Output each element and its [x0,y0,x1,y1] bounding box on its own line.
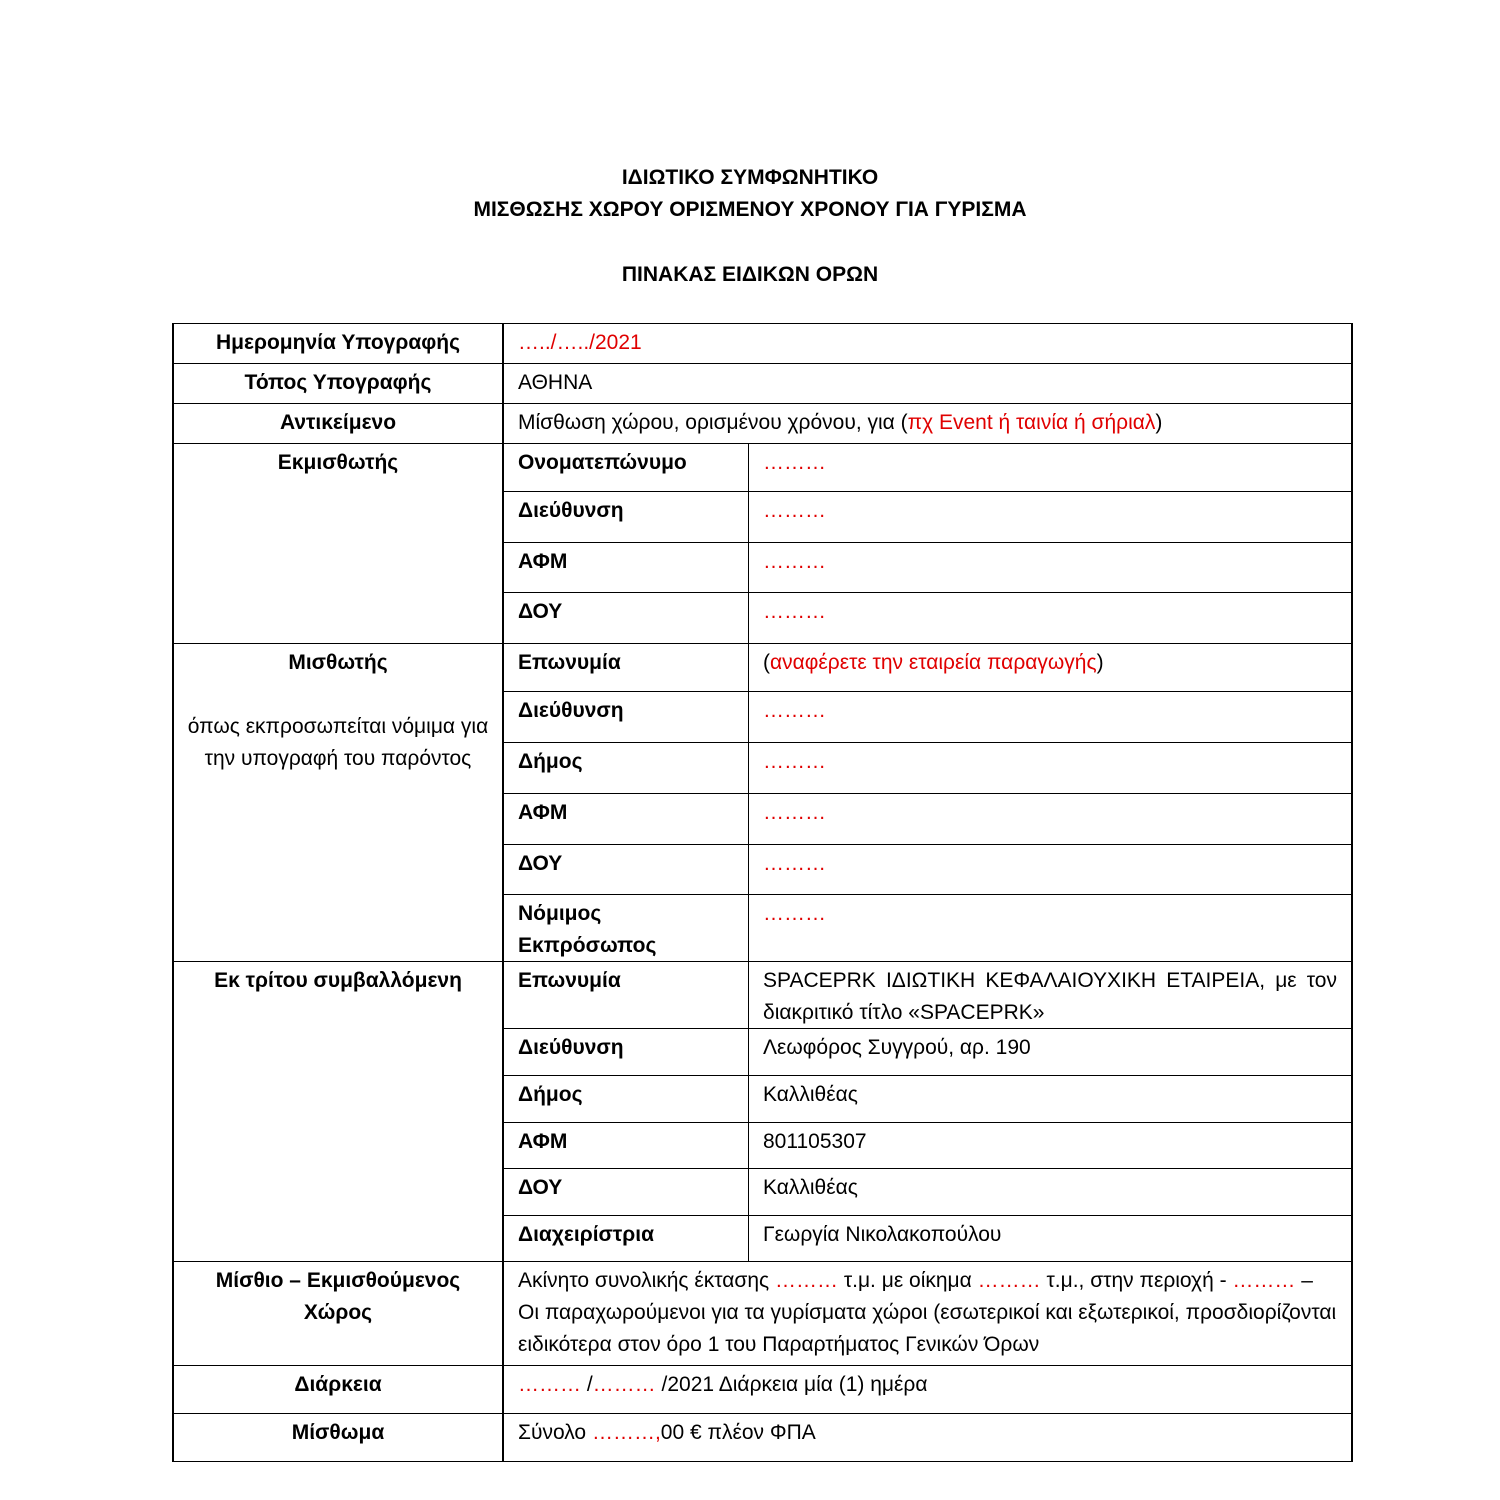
field-label: Επωνυμία [504,644,749,691]
third-party-address-value: Λεωφόρος Συγγρού, αρ. 190 [763,1036,1031,1059]
field-placeholder: ……… [763,451,826,474]
table-row-lessor [174,444,1353,644]
third-party-details [504,962,1353,1261]
table-row-signing-date [174,323,1353,364]
lessor-details [504,444,1353,643]
field-label: Διεύθυνση [504,692,749,742]
premises-text: – Οι παραχωρούμενοι για τα γυρίσματα χώροι (εσωτερικοί και εξωτερικοί, προσδιορίζονται ειδικότερα στον όρο 1 του Παραρτήματος Γενικών Όρων [518,1269,1337,1356]
lessor-name-row [504,444,1351,492]
third-party-manager-value: Γεωργία Νικολακοπούλου [763,1223,1002,1246]
lessee-representative-row [504,895,1351,961]
row-label: Μίσθωμα [174,1414,504,1461]
third-party-municipality-row [504,1076,1351,1123]
lessee-name-value [749,644,1351,691]
special-terms-table [172,323,1353,1462]
field-placeholder: ……… [763,750,826,773]
row-label: Εκμισθωτής [174,444,504,643]
field-placeholder: ……… [763,699,826,722]
lessee-label: Μισθωτής [288,651,388,674]
third-party-name-value: SPACEPRK ΙΔΙΩΤΙΚΗ ΚΕΦΑΛΑΙΟΥΧΙΚΗ ΕΤΑΙΡΕΙΑ, με τον διακριτικό τίτλο «SPACEPRK» [763,969,1337,1024]
table-row-rent [174,1414,1353,1462]
premises-text: τ.μ. με οίκημα [837,1269,978,1292]
third-party-vat-value: 801105307 [763,1130,867,1153]
duration-value [504,1366,1353,1413]
field-label: Νόμιμος Εκπρόσωπος [504,895,749,961]
third-party-manager-row [504,1216,1351,1261]
rent-suffix: 00 € πλέον ΦΠΑ [660,1421,816,1444]
table-row-premises [174,1262,1353,1366]
lessee-address-row [504,692,1351,743]
duration-day-placeholder: ……… [518,1373,581,1396]
third-party-address-row [504,1029,1351,1076]
row-label: Ημερομηνία Υπογραφής [174,324,504,363]
document-title-line2: ΜΙΣΘΩΣΗΣ ΧΩΡΟΥ ΟΡΙΣΜΕΝΟΥ ΧΡΟΝΟΥ ΓΙΑ ΓΥΡΙΣΜΑ [473,198,1027,221]
field-placeholder: ……… [763,550,826,573]
field-placeholder: ……… [763,499,826,522]
field-label: Ονοματεπώνυμο [504,444,749,491]
lessee-details [504,644,1353,961]
third-party-vat-row [504,1123,1351,1169]
field-placeholder: ……… [763,852,826,875]
premises-text: Ακίνητο συνολικής έκτασης [518,1269,775,1292]
third-party-name-row [504,962,1351,1029]
subject-hint: πχ Event ή ταινία ή σήριαλ [907,411,1156,434]
lessee-name-close: ) [1096,651,1104,674]
premises-value [504,1262,1353,1365]
field-label: Δήμος [504,1076,749,1122]
field-label: Διεύθυνση [504,1029,749,1075]
rent-prefix: Σύνολο [518,1421,592,1444]
table-row-lessee [174,644,1353,962]
field-label: ΔΟΥ [504,593,749,643]
table-row-duration [174,1366,1353,1414]
premises-building-placeholder: ……… [977,1269,1041,1292]
field-label: ΔΟΥ [504,845,749,894]
row-label: Τόπος Υπογραφής [174,364,504,403]
third-party-tax-office-value: Καλλιθέας [763,1176,858,1199]
signing-place-value: ΑΘΗΝΑ [504,364,1353,403]
premises-text: τ.μ., στην περιοχή - [1040,1269,1233,1292]
field-label: ΑΦΜ [504,1123,749,1168]
duration-text: /2021 Διάρκεια μία (1) ημέρα [655,1373,928,1396]
field-label: Διαχειρίστρια [504,1216,749,1261]
signing-date-value: …../…../2021 [504,324,1353,363]
lessor-address-row [504,492,1351,543]
field-placeholder: ……… [763,600,826,623]
premises-area-placeholder: ……… [774,1269,838,1292]
lessee-tax-office-row [504,845,1351,895]
third-party-tax-office-row [504,1169,1351,1216]
subject-prefix: Μίσθωση χώρου, ορισμένου χρόνου, για ( [518,411,908,434]
field-placeholder: ……… [763,801,826,824]
duration-month-placeholder: ……… [592,1373,656,1396]
duration-separator: / [581,1373,593,1396]
table-row-signing-place [174,364,1353,404]
premises-area-name-placeholder: ……… [1232,1269,1296,1292]
field-label: Διεύθυνση [504,492,749,542]
field-label: ΑΦΜ [504,543,749,592]
lessee-name-row [504,644,1351,692]
lessor-tax-office-row [504,593,1351,643]
lessee-note: όπως εκπροσωπείται νόμιμα για την υπογραφή του παρόντος [187,715,489,770]
field-label: Επωνυμία [504,962,749,1028]
table-row-subject [174,404,1353,444]
subject-value [504,404,1353,443]
field-label: ΑΦΜ [504,794,749,844]
lessee-name-hint: αναφέρετε την εταιρεία παραγωγής [770,651,1097,674]
rent-value [504,1414,1353,1461]
rent-amount-placeholder: ………, [591,1421,661,1444]
document-title-line1: ΙΔΙΩΤΙΚΟ ΣΥΜΦΩΝΗΤΙΚΟ [621,166,879,189]
field-label: ΔΟΥ [504,1169,749,1215]
row-label: Διάρκεια [174,1366,504,1413]
table-row-third-party [174,962,1353,1262]
lessor-vat-row [504,543,1351,593]
lessee-vat-row [504,794,1351,845]
lessee-municipality-row [504,743,1351,794]
row-label: Μίσθιο – Εκμισθούμενος Χώρος [174,1262,504,1365]
lessee-name-open: ( [763,651,770,674]
row-label [174,644,504,961]
field-label: Δήμος [504,743,749,793]
row-label: Αντικείμενο [174,404,504,443]
section-title: ΠΙΝΑΚΑΣ ΕΙΔΙΚΩΝ ΟΡΩΝ [621,263,879,286]
subject-suffix: ) [1155,411,1163,434]
third-party-municipality-value: Καλλιθέας [763,1083,858,1106]
field-placeholder: ……… [763,902,826,925]
row-label: Εκ τρίτου συμβαλλόμενη [174,962,504,1261]
